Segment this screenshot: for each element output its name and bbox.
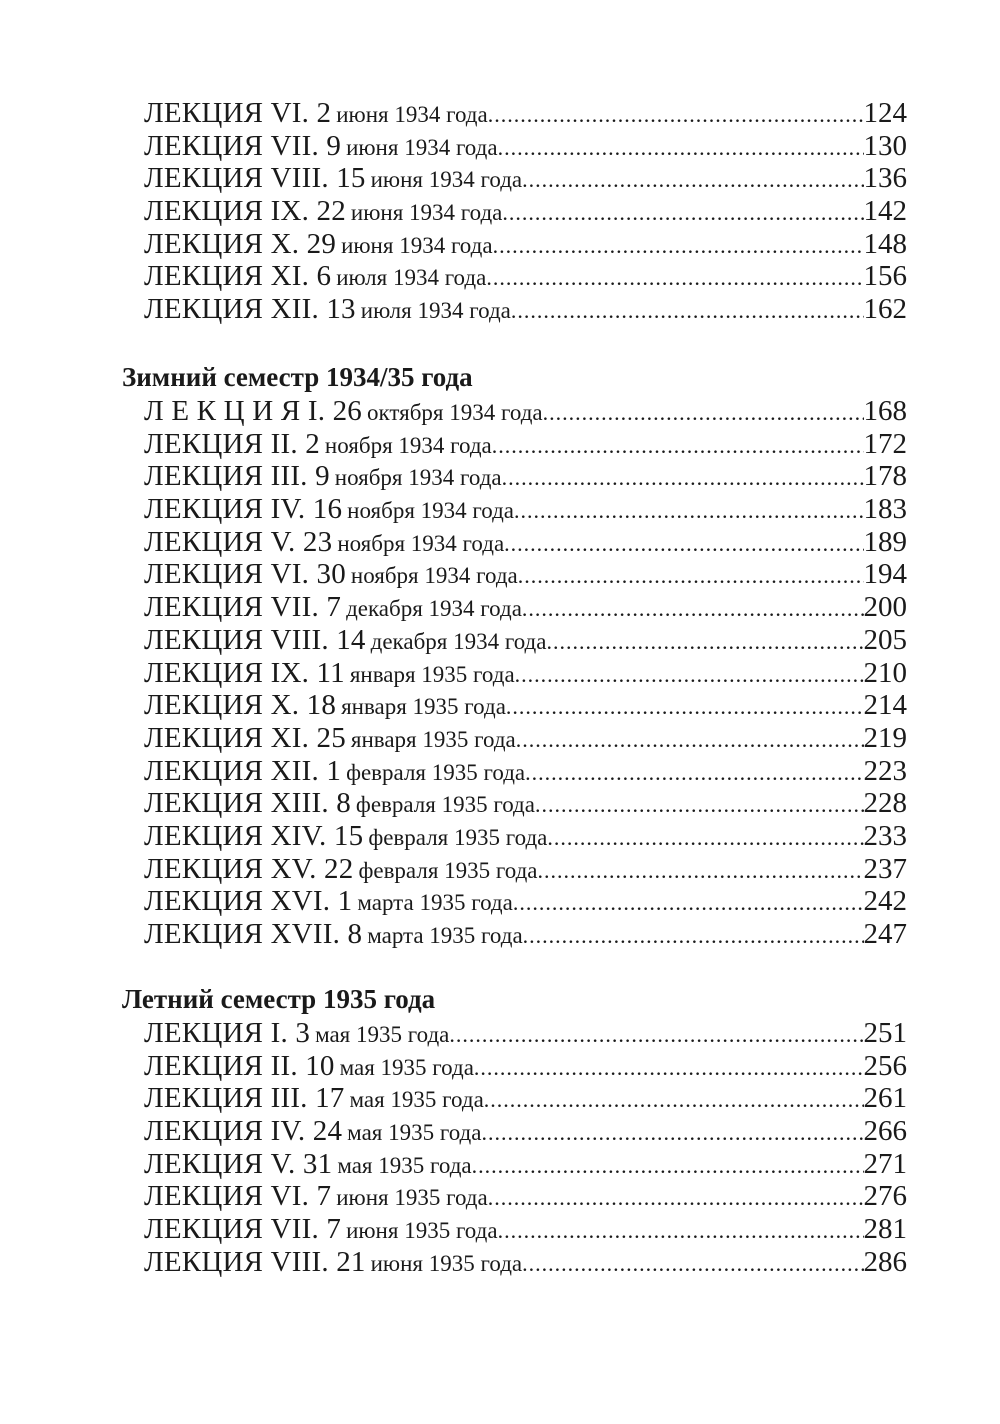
- page-number: 276: [863, 1180, 907, 1213]
- dot-leader: [543, 397, 864, 430]
- lecture-date: ноября 1934 года: [324, 432, 492, 458]
- lecture-label: ЛЕКЦИЯ X. 18: [144, 689, 337, 722]
- lecture-date: января 1935 года: [350, 726, 516, 752]
- page-number: 286: [863, 1245, 907, 1278]
- page-number: 205: [863, 623, 907, 656]
- dot-leader: [474, 1052, 864, 1085]
- lecture-label: ЛЕКЦИЯ V. 31: [144, 1147, 333, 1180]
- toc-entry[interactable]: [144, 130, 907, 163]
- lecture-label: ЛЕКЦИЯ IV. 24: [144, 1115, 343, 1148]
- lecture-label: ЛЕКЦИЯ XIII. 8: [144, 787, 351, 820]
- dot-leader: [492, 430, 864, 463]
- toc-entry[interactable]: [144, 558, 907, 591]
- lecture-label: ЛЕКЦИЯ XI. 6: [144, 260, 332, 293]
- toc-entry[interactable]: [144, 591, 907, 624]
- page-number: 242: [863, 885, 907, 918]
- lecture-label: ЛЕКЦИЯ IV. 16: [144, 493, 343, 526]
- lecture-label: ЛЕКЦИЯ XIV. 15: [144, 819, 364, 852]
- toc-entry[interactable]: [144, 1180, 907, 1213]
- toc-entry[interactable]: [144, 428, 907, 461]
- toc-entry[interactable]: [144, 689, 907, 722]
- lecture-date: февраля 1935 года: [346, 759, 526, 785]
- page-number: 271: [863, 1147, 907, 1180]
- dot-leader: [506, 691, 864, 724]
- lecture-label: ЛЕКЦИЯ VII. 7: [144, 591, 342, 624]
- lecture-date: марта 1935 года: [357, 890, 513, 916]
- toc-entry[interactable]: [144, 755, 907, 788]
- dot-leader: [523, 920, 864, 953]
- lecture-label: ЛЕКЦИЯ XV. 22: [144, 852, 354, 885]
- lecture-label: ЛЕКЦИЯ IX. 22: [144, 195, 346, 228]
- lecture-date: июня 1935 года: [370, 1250, 523, 1276]
- lecture-label: ЛЕКЦИЯ VIII. 15: [144, 162, 366, 195]
- lecture-label: ЛЕКЦИЯ II. 10: [144, 1049, 335, 1082]
- page-number: 237: [863, 852, 907, 885]
- lecture-date: мая 1935 года: [347, 1120, 482, 1146]
- lecture-date: мая 1935 года: [349, 1087, 484, 1113]
- dot-leader: [511, 295, 864, 328]
- toc-entry[interactable]: [144, 195, 907, 228]
- page-number: 251: [863, 1017, 907, 1049]
- toc-entry[interactable]: [144, 1082, 907, 1115]
- lecture-label: ЛЕКЦИЯ XII. 1: [144, 754, 342, 787]
- dot-leader: [498, 1215, 864, 1248]
- dot-leader: [522, 164, 863, 197]
- page-number: 194: [863, 558, 907, 591]
- lecture-date: октября 1934 года: [367, 400, 543, 425]
- dot-leader: [493, 230, 864, 263]
- toc-entry[interactable]: [144, 493, 907, 526]
- lecture-label: Л Е К Ц И Я I. 26: [144, 395, 363, 427]
- lecture-label: ЛЕКЦИЯ X. 29: [144, 227, 337, 260]
- dot-leader: [535, 789, 864, 822]
- page-number: 200: [863, 591, 907, 624]
- lecture-date: февраля 1935 года: [368, 824, 548, 850]
- page-number: 183: [863, 493, 907, 526]
- dot-leader: [514, 495, 863, 528]
- lecture-label: ЛЕКЦИЯ II. 2: [144, 427, 320, 460]
- section-heading: Зимний семестр 1934/35 года: [122, 362, 473, 392]
- toc-entry[interactable]: [144, 820, 907, 853]
- page-number: 178: [863, 460, 907, 493]
- dot-leader: [516, 724, 864, 757]
- toc-entry[interactable]: [144, 1148, 907, 1181]
- lecture-label: ЛЕКЦИЯ III. 17: [144, 1082, 345, 1115]
- lecture-label: ЛЕКЦИЯ I. 3: [144, 1017, 311, 1049]
- toc-entry[interactable]: [144, 853, 907, 886]
- page-number: 168: [863, 395, 907, 427]
- lecture-date: мая 1935 года: [315, 1022, 450, 1047]
- lecture-date: января 1935 года: [341, 694, 506, 720]
- dot-leader: [513, 887, 864, 920]
- toc-entry[interactable]: [144, 1017, 907, 1050]
- page-number: 281: [863, 1213, 907, 1246]
- lecture-label: ЛЕКЦИЯ XVI. 1: [144, 885, 353, 918]
- page-number: 124: [863, 97, 907, 129]
- lecture-date: мая 1935 года: [339, 1054, 474, 1080]
- toc-entry[interactable]: [144, 1213, 907, 1246]
- dot-leader: [525, 757, 863, 790]
- toc-entry[interactable]: [144, 228, 907, 261]
- dot-leader: [502, 197, 863, 230]
- toc-entry[interactable]: [144, 624, 907, 657]
- lecture-label: ЛЕКЦИЯ III. 9: [144, 460, 330, 493]
- lecture-label: ЛЕКЦИЯ VII. 9: [144, 129, 342, 162]
- page-number: 247: [863, 918, 907, 950]
- dot-leader: [486, 262, 863, 295]
- toc-entry[interactable]: [144, 657, 907, 690]
- lecture-date: июня 1934 года: [346, 134, 498, 160]
- dot-leader: [504, 528, 863, 561]
- lecture-date: июня 1934 года: [350, 200, 503, 226]
- lecture-date: января 1935 года: [349, 661, 515, 687]
- lecture-label: ЛЕКЦИЯ V. 23: [144, 525, 333, 558]
- dot-leader: [546, 626, 863, 659]
- dot-leader: [488, 1182, 864, 1215]
- dot-leader: [472, 1150, 864, 1183]
- page-number: 148: [863, 227, 907, 260]
- dot-leader: [449, 1019, 863, 1052]
- lecture-label: ЛЕКЦИЯ XVII. 8: [144, 918, 363, 950]
- lecture-date: мая 1935 года: [337, 1152, 472, 1178]
- lecture-label: ЛЕКЦИЯ IX. 11: [144, 656, 345, 689]
- dot-leader: [502, 462, 864, 495]
- page-number: 136: [863, 162, 907, 195]
- toc-entry[interactable]: [144, 885, 907, 918]
- dot-leader: [547, 822, 863, 855]
- toc-section-summer-1935: [122, 981, 907, 1279]
- page-number: 189: [863, 525, 907, 558]
- lecture-label: ЛЕКЦИЯ VII. 7: [144, 1213, 342, 1246]
- lecture-date: июля 1934 года: [360, 298, 511, 324]
- toc-entry[interactable]: [144, 460, 907, 493]
- lecture-label: ЛЕКЦИЯ XII. 13: [144, 293, 356, 326]
- page-number: 172: [863, 427, 907, 460]
- lecture-date: ноября 1934 года: [334, 465, 502, 491]
- lecture-date: марта 1935 года: [367, 923, 523, 948]
- lecture-label: ЛЕКЦИЯ VI. 30: [144, 558, 346, 591]
- toc-section-summer-1934: [122, 97, 907, 326]
- lecture-label: ЛЕКЦИЯ VI. 2: [144, 97, 332, 129]
- toc-entry[interactable]: [144, 918, 907, 951]
- lecture-date: ноября 1934 года: [347, 498, 515, 524]
- toc-entry[interactable]: [144, 395, 907, 428]
- toc-entry[interactable]: [144, 787, 907, 820]
- lecture-date: июня 1935 года: [336, 1185, 488, 1211]
- page-number: 233: [863, 819, 907, 852]
- page-number: 223: [863, 754, 907, 787]
- lecture-date: июня 1934 года: [341, 232, 493, 258]
- dot-leader: [488, 99, 864, 132]
- lecture-date: ноября 1934 года: [337, 530, 505, 556]
- page-number: 214: [863, 689, 907, 722]
- lecture-label: ЛЕКЦИЯ VI. 7: [144, 1180, 332, 1213]
- page-number: 142: [863, 195, 907, 228]
- lecture-date: декабря 1934 года: [370, 628, 547, 654]
- lecture-label: ЛЕКЦИЯ VIII. 14: [144, 623, 366, 656]
- dot-leader: [538, 855, 864, 888]
- dot-leader: [522, 593, 864, 626]
- dot-leader: [498, 132, 864, 165]
- page-number: 219: [863, 721, 907, 754]
- dot-leader: [518, 560, 864, 593]
- page-number: 162: [863, 293, 907, 326]
- dot-leader: [522, 1248, 863, 1281]
- lecture-label: ЛЕКЦИЯ XI. 25: [144, 721, 346, 754]
- toc-entry[interactable]: [144, 162, 907, 195]
- lecture-date: июня 1934 года: [370, 167, 523, 193]
- section-heading: Летний семестр 1935 года: [122, 984, 436, 1014]
- page-number: 156: [863, 260, 907, 293]
- lecture-date: июня 1935 года: [346, 1218, 498, 1244]
- lecture-date: июня 1934 года: [336, 102, 488, 127]
- toc-section-winter-1934-35: [122, 359, 907, 951]
- toc-entry[interactable]: [144, 260, 907, 293]
- toc-entry[interactable]: [144, 526, 907, 559]
- dot-leader: [484, 1084, 864, 1117]
- lecture-date: ноября 1934 года: [350, 563, 518, 589]
- toc-entry[interactable]: [144, 1115, 907, 1148]
- lecture-date: февраля 1935 года: [358, 857, 538, 883]
- toc-entry[interactable]: [144, 1050, 907, 1083]
- page-number: 228: [863, 787, 907, 820]
- toc-entry[interactable]: [144, 722, 907, 755]
- page-number: 261: [863, 1082, 907, 1115]
- toc-entry[interactable]: [144, 97, 907, 130]
- page-number: 210: [863, 656, 907, 689]
- toc-entry[interactable]: [144, 293, 907, 326]
- dot-leader: [481, 1117, 863, 1150]
- page-number: 256: [863, 1049, 907, 1082]
- toc-entry[interactable]: [144, 1246, 907, 1279]
- lecture-label: ЛЕКЦИЯ VIII. 21: [144, 1245, 366, 1278]
- lecture-date: декабря 1934 года: [346, 596, 522, 622]
- lecture-date: июля 1934 года: [336, 265, 487, 291]
- lecture-date: февраля 1935 года: [355, 792, 535, 818]
- page-number: 266: [863, 1115, 907, 1148]
- page-number: 130: [863, 129, 907, 162]
- dot-leader: [515, 659, 864, 692]
